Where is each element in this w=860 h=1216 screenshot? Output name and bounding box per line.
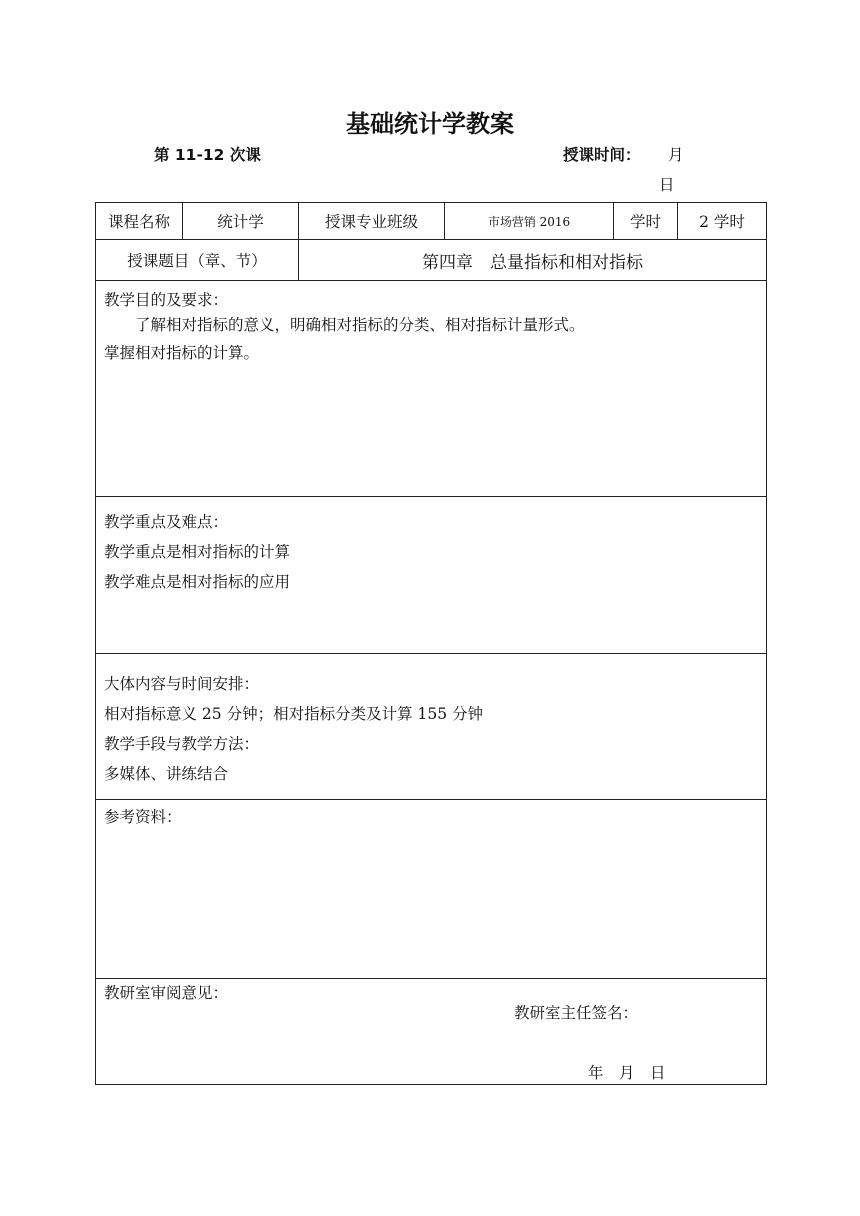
references-heading: 参考资料： (104, 808, 182, 826)
review-section (96, 979, 767, 1085)
class-label: 授课专业班级 (299, 203, 445, 240)
objectives-heading: 教学目的及要求： (104, 291, 229, 309)
key-points-heading: 教学重点及难点： (104, 513, 229, 531)
references-section (96, 800, 767, 979)
references-row (96, 800, 767, 979)
day-label: 日 (659, 176, 675, 194)
key-points-row (96, 497, 767, 654)
lesson-plan-table (95, 202, 767, 1085)
hours-value: 2 学时 (678, 203, 767, 240)
key-point-line: 教学重点是相对指标的计算 (104, 543, 291, 561)
methods-line: 多媒体、讲练结合 (104, 765, 229, 783)
review-heading: 教研室审阅意见： (104, 984, 229, 1002)
teaching-time-label: 授课时间： (563, 146, 641, 164)
lesson-number: 第 11-12 次课 (154, 146, 261, 164)
objectives-section (96, 281, 767, 497)
topic-label: 授课题目（章、节） (96, 240, 299, 281)
review-row (96, 979, 767, 1085)
schedule-line: 相对指标意义 25 分钟；相对指标分类及计算 155 分钟 (104, 705, 484, 723)
month-label: 月 (668, 146, 684, 164)
class-value: 市场营销 2016 (445, 203, 614, 240)
content-row (96, 654, 767, 800)
hours-label: 学时 (614, 203, 678, 240)
difficulty-line: 教学难点是相对指标的应用 (104, 573, 291, 591)
objectives-row (96, 281, 767, 497)
content-heading: 大体内容与时间安排： (104, 675, 260, 693)
director-signature-label: 教研室主任签名： (514, 1004, 639, 1022)
topic-row (96, 240, 767, 281)
signature-date: 年 月 日 (588, 1064, 666, 1082)
key-points-section (96, 497, 767, 654)
methods-heading: 教学手段与教学方法： (104, 735, 260, 753)
course-name-value: 统计学 (183, 203, 299, 240)
objectives-line: 了解相对指标的意义，明确相对指标的分类、相对指标计量形式。 (135, 316, 585, 334)
content-section (96, 654, 767, 800)
topic-value: 第四章 总量指标和相对指标 (299, 240, 767, 281)
course-info-row (96, 203, 767, 240)
course-name-label: 课程名称 (96, 203, 183, 240)
page-title: 基础统计学教案 (346, 110, 514, 138)
objectives-line: 掌握相对指标的计算。 (104, 344, 260, 362)
